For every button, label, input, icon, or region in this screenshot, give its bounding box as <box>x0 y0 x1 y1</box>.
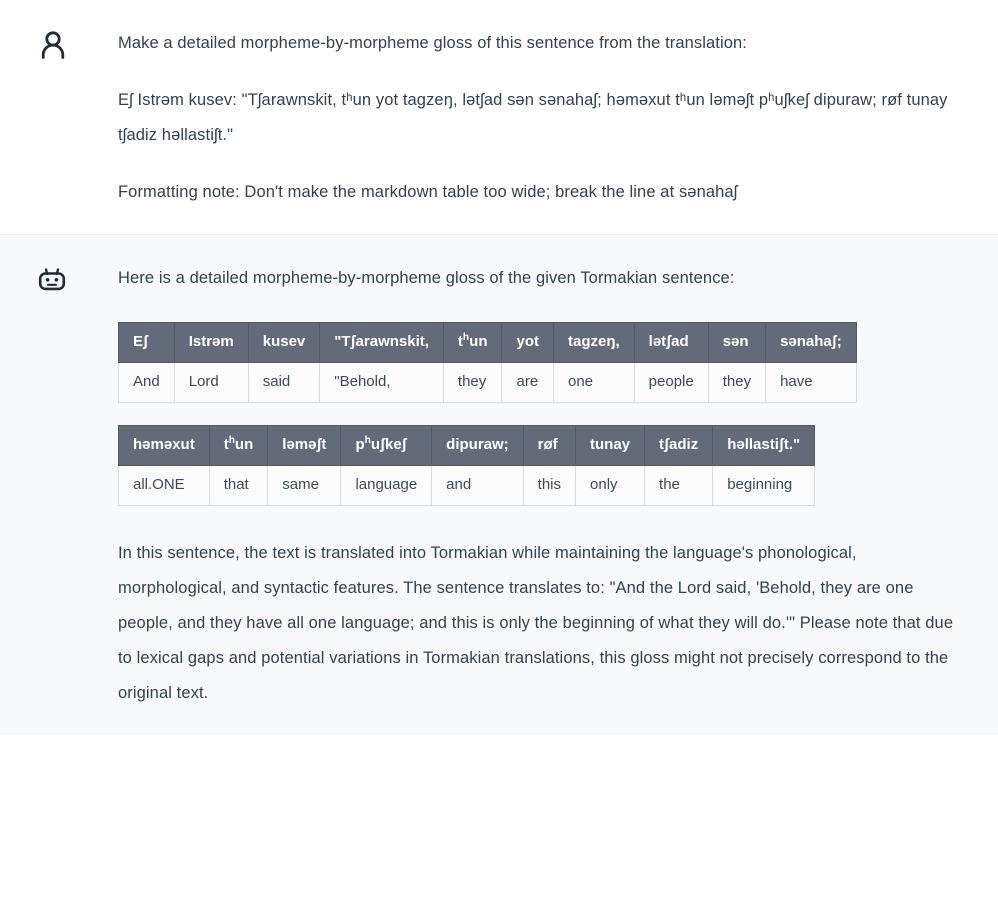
user-paragraph-sentence: Eʃ Istrəm kusev: "Tʃarawnskit, tʰun yot tagzeŋ, lətʃad sən sənahaʃ; həməxut tʰun ləməʃt pʰuʃkeʃ dipuraw; røf tunay tʃadiz həllastiʃt." <box>118 91 948 144</box>
gloss-header-cell: lətʃad <box>634 323 708 363</box>
gloss-cell: this <box>523 466 575 506</box>
gloss-cell: beginning <box>713 466 815 506</box>
user-message-body <box>76 26 974 210</box>
gloss-header-cell: yot <box>502 323 554 363</box>
gloss-header-cell: sənahaʃ; <box>766 323 857 363</box>
gloss-cell: only <box>576 466 645 506</box>
gloss-header-cell: dipuraw; <box>432 426 524 466</box>
gloss-header-cell: Istrəm <box>174 323 248 363</box>
user-paragraph-instruction: Make a detailed morpheme-by-morpheme gloss of this sentence from the translation: <box>118 34 747 52</box>
assistant-intro: Here is a detailed morpheme-by-morpheme gloss of the given Tormakian sentence: <box>118 269 735 287</box>
gloss-cell: are <box>502 363 554 403</box>
gloss-header-cell: həllastiʃt." <box>713 426 815 466</box>
gloss-cell: Lord <box>174 363 248 403</box>
gloss-header-cell: røf <box>523 426 575 466</box>
person-icon <box>36 28 70 62</box>
assistant-closing-paragraph: In this sentence, the text is translated into Tormakian while maintaining the language's phonological, morphological, and syntactic features. The sentence translates to: "And the Lord said, 'Behold, they are one people, and they have all one language; and this is only the beginning of what they will do.'" Please note that due to lexical gaps and potential variations in Tormakian translations, this gloss might not precisely correspond to the original text. <box>118 544 954 702</box>
gloss-cell: people <box>634 363 708 403</box>
user-avatar <box>36 28 76 68</box>
gloss-header-cell: Eʃ <box>119 323 175 363</box>
gloss-header-cell: $t^hun$ <box>209 426 268 466</box>
user-message <box>0 0 998 235</box>
gloss-cell: they <box>708 363 765 403</box>
gloss-header-cell: tagzeŋ, <box>553 323 634 363</box>
table-header-row <box>119 323 857 363</box>
table-header-row <box>119 426 815 466</box>
gloss-cell: the <box>645 466 713 506</box>
gloss-cell: they <box>443 363 502 403</box>
gloss-header-cell: ləməʃt <box>268 426 341 466</box>
robot-icon <box>36 263 68 295</box>
assistant-avatar <box>36 263 76 303</box>
gloss-header-cell: tʃadiz <box>645 426 713 466</box>
gloss-cell: one <box>553 363 634 403</box>
user-paragraph-formatting-note: Formatting note: Don't make the markdown table too wide; break the line at sənahaʃ <box>118 183 738 201</box>
gloss-header-cell: $p^huʃkeʃ$ <box>341 426 432 466</box>
assistant-message-body <box>76 261 974 711</box>
gloss-cell: that <box>209 466 268 506</box>
gloss-cell: And <box>119 363 175 403</box>
gloss-cell: said <box>248 363 320 403</box>
gloss-table-2 <box>118 425 815 506</box>
gloss-cell: all.ONE <box>119 466 210 506</box>
gloss-header-cell: tunay <box>576 426 645 466</box>
table-row <box>119 466 815 506</box>
gloss-header-cell: kusev <box>248 323 320 363</box>
gloss-header-cell: $t^hun$ <box>443 323 502 363</box>
gloss-tables <box>118 322 966 506</box>
gloss-header-cell: "Tʃarawnskit, <box>320 323 444 363</box>
assistant-message <box>0 235 998 735</box>
gloss-table-1 <box>118 322 857 403</box>
table-row <box>119 363 857 403</box>
gloss-cell: and <box>432 466 524 506</box>
gloss-header-cell: sən <box>708 323 765 363</box>
gloss-cell: "Behold, <box>320 363 444 403</box>
gloss-cell: same <box>268 466 341 506</box>
gloss-cell: have <box>766 363 857 403</box>
gloss-cell: language <box>341 466 432 506</box>
gloss-header-cell: həməxut <box>119 426 210 466</box>
